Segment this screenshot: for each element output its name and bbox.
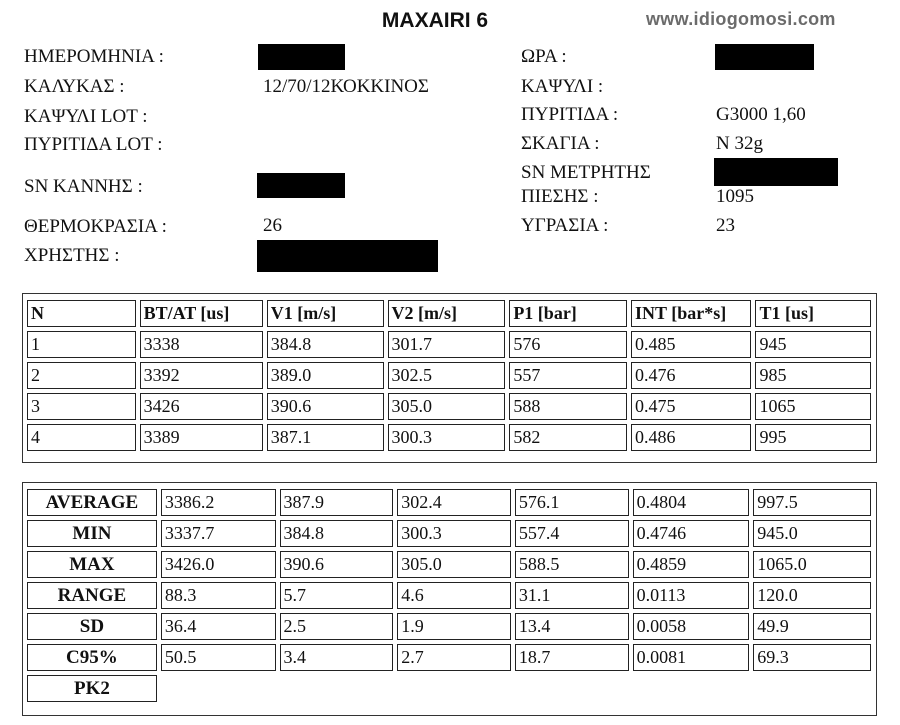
header-n: N	[27, 300, 136, 327]
cell-v1: 387.1	[267, 424, 384, 451]
stat-cell-v1: 384.8	[280, 520, 394, 547]
stat-cell-t1: 49.9	[753, 613, 871, 640]
cell-btat: 3389	[140, 424, 263, 451]
cell-v1: 390.6	[267, 393, 384, 420]
time-label: ΩΡΑ :	[521, 46, 567, 67]
measurements-header-row	[27, 300, 871, 327]
cell-n: 2	[27, 362, 136, 389]
gauge-sn-label: SN ΜΕΤΡΗΤΗΣ	[521, 162, 651, 183]
stat-cell-v2: 305.0	[397, 551, 511, 578]
header-p1: P1 [bar]	[509, 300, 627, 327]
measurements-table	[23, 296, 875, 455]
stat-cell-int: 0.0058	[633, 613, 750, 640]
shot-value: N 32g	[716, 133, 763, 154]
cell-btat: 3392	[140, 362, 263, 389]
cell-t1: 995	[755, 424, 871, 451]
stat-cell-p1: 576.1	[515, 489, 629, 516]
stat-label: MAX	[27, 551, 157, 578]
time-redaction	[715, 44, 814, 70]
case-label: ΚΑΛΥΚΑΣ :	[24, 76, 125, 97]
cell-int: 0.475	[631, 393, 751, 420]
cell-int: 0.486	[631, 424, 751, 451]
case-value: 12/70/12ΚΟΚΚΙΝΟΣ	[263, 76, 429, 97]
user-label: ΧΡΗΣΤΗΣ :	[24, 245, 120, 266]
header-btat: BT/AT [us]	[140, 300, 263, 327]
cell-p1: 582	[509, 424, 627, 451]
stat-cell-btat: 3386.2	[161, 489, 276, 516]
stat-cell-t1: 997.5	[753, 489, 871, 516]
stats-row	[27, 551, 871, 578]
cell-v2: 300.3	[388, 424, 506, 451]
user-redaction	[257, 240, 438, 272]
pressure-value: 1095	[716, 186, 754, 207]
stats-row-pk2	[27, 675, 871, 702]
cell-btat: 3338	[140, 331, 263, 358]
date-redaction	[258, 44, 345, 70]
stat-cell-p1: 588.5	[515, 551, 629, 578]
stat-cell-int: 0.0081	[633, 644, 750, 671]
temp-label: ΘΕΡΜΟΚΡΑΣΙΑ :	[24, 216, 167, 237]
stat-label: AVERAGE	[27, 489, 157, 516]
pk2-label: PK2	[27, 675, 157, 702]
cell-p1: 557	[509, 362, 627, 389]
stats-row	[27, 489, 871, 516]
stat-cell-btat: 3337.7	[161, 520, 276, 547]
stat-cell-v1: 390.6	[280, 551, 394, 578]
header-int: INT [bar*s]	[631, 300, 751, 327]
primer-lot-label: ΚΑΨΥΛΙ LOT :	[24, 106, 148, 127]
stat-cell-v1: 3.4	[280, 644, 394, 671]
cell-btat: 3426	[140, 393, 263, 420]
stat-label: MIN	[27, 520, 157, 547]
cell-v2: 305.0	[388, 393, 506, 420]
humidity-label: ΥΓΡΑΣΙΑ :	[521, 215, 609, 236]
header-v1: V1 [m/s]	[267, 300, 384, 327]
stat-cell-t1: 945.0	[753, 520, 871, 547]
powder-label: ΠΥΡΙΤΙΔΑ :	[521, 104, 619, 125]
stats-row	[27, 520, 871, 547]
powder-value: G3000 1,60	[716, 104, 806, 125]
primer-label: ΚΑΨΥΛΙ :	[521, 76, 604, 97]
stat-cell-p1: 18.7	[515, 644, 629, 671]
cell-v2: 302.5	[388, 362, 506, 389]
cell-int: 0.485	[631, 331, 751, 358]
stat-label: SD	[27, 613, 157, 640]
table-row	[27, 393, 871, 420]
stats-row	[27, 582, 871, 609]
stat-cell-v2: 300.3	[397, 520, 511, 547]
table-row	[27, 362, 871, 389]
cell-p1: 576	[509, 331, 627, 358]
stats-row	[27, 613, 871, 640]
table-row	[27, 331, 871, 358]
shot-label: ΣΚΑΓΙΑ :	[521, 133, 600, 154]
stat-cell-v1: 387.9	[280, 489, 394, 516]
date-label: ΗΜΕΡΟΜΗΝΙΑ :	[24, 46, 164, 67]
barrel-sn-redaction	[257, 173, 345, 198]
watermark: www.idiogomosi.com	[646, 9, 836, 29]
stat-label: C95%	[27, 644, 157, 671]
stat-cell-t1: 69.3	[753, 644, 871, 671]
stat-cell-t1: 120.0	[753, 582, 871, 609]
stat-cell-v2: 4.6	[397, 582, 511, 609]
cell-t1: 1065	[755, 393, 871, 420]
stat-cell-btat: 88.3	[161, 582, 276, 609]
barrel-sn-label: SN ΚΑΝΝΗΣ :	[24, 176, 143, 197]
stat-label: RANGE	[27, 582, 157, 609]
cell-t1: 985	[755, 362, 871, 389]
stat-cell-int: 0.4859	[633, 551, 750, 578]
powder-lot-label: ΠΥΡΙΤΙΔΑ LOT :	[24, 134, 163, 155]
stat-cell-t1: 1065.0	[753, 551, 871, 578]
stat-cell-p1: 557.4	[515, 520, 629, 547]
cell-t1: 945	[755, 331, 871, 358]
cell-v1: 384.8	[267, 331, 384, 358]
cell-n: 1	[27, 331, 136, 358]
cell-p1: 588	[509, 393, 627, 420]
stat-cell-int: 0.4804	[633, 489, 750, 516]
header-t1: T1 [us]	[755, 300, 871, 327]
stat-cell-btat: 36.4	[161, 613, 276, 640]
stat-cell-v2: 2.7	[397, 644, 511, 671]
cell-v1: 389.0	[267, 362, 384, 389]
temp-value: 26	[263, 215, 282, 236]
stat-cell-p1: 13.4	[515, 613, 629, 640]
stat-cell-int: 0.0113	[633, 582, 750, 609]
table-row	[27, 424, 871, 451]
cell-v2: 301.7	[388, 331, 506, 358]
header-v2: V2 [m/s]	[388, 300, 506, 327]
stat-cell-btat: 50.5	[161, 644, 276, 671]
stat-cell-v2: 302.4	[397, 489, 511, 516]
stats-row	[27, 644, 871, 671]
cell-n: 4	[27, 424, 136, 451]
document-title: MAXAIRI 6	[381, 9, 489, 32]
cell-n: 3	[27, 393, 136, 420]
stat-cell-int: 0.4746	[633, 520, 750, 547]
stat-cell-v1: 2.5	[280, 613, 394, 640]
stat-cell-v2: 1.9	[397, 613, 511, 640]
gauge-sn-redaction	[714, 158, 838, 186]
pressure-label: ΠΙΕΣΗΣ :	[521, 186, 599, 207]
statistics-table	[23, 485, 875, 706]
stat-cell-v1: 5.7	[280, 582, 394, 609]
cell-int: 0.476	[631, 362, 751, 389]
stat-cell-btat: 3426.0	[161, 551, 276, 578]
humidity-value: 23	[716, 215, 735, 236]
stat-cell-p1: 31.1	[515, 582, 629, 609]
